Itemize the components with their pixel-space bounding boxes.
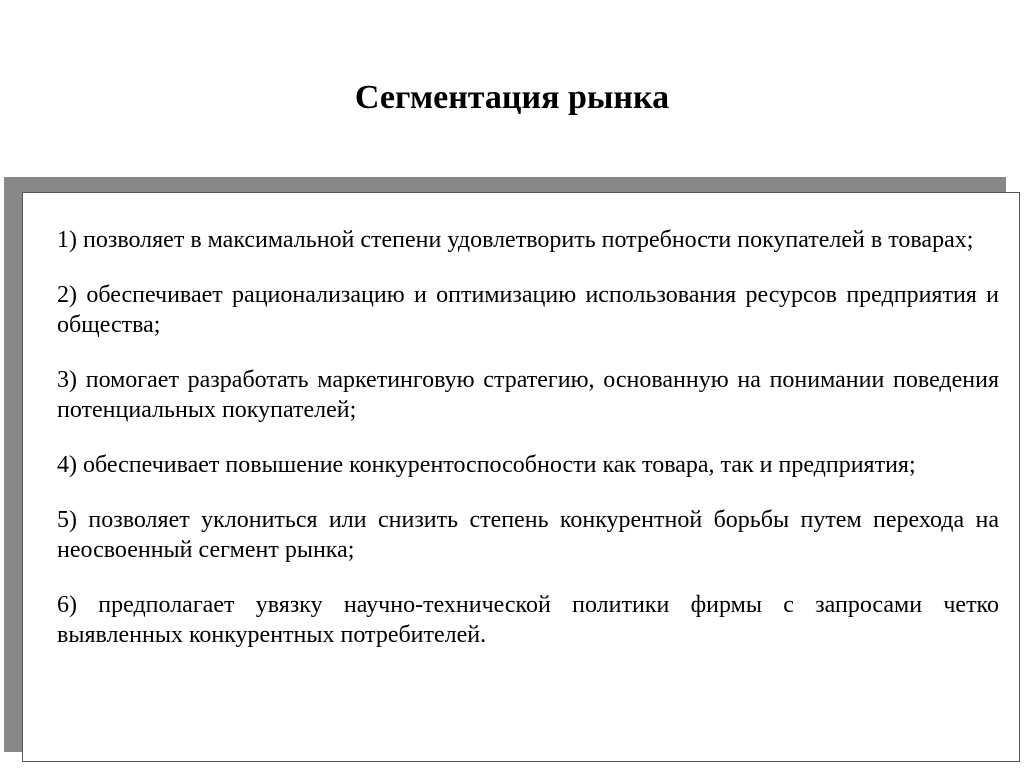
list-item: 1) позволяет в максимальной степени удовлетворить потребности покупателей в товарах; [57,227,974,253]
list-item: 6) предполагает увязку научно-технической политики фирмы с запросами четко выявленных конкурентных потребителей. [57,592,999,648]
list-item: 4) обеспечивает повышение конкурентоспособности как товара, так и предприятия; [57,452,916,478]
benefits-list [57,225,999,675]
content-box [22,192,1020,762]
list-item: 5) позволяет уклониться или снизить степень конкурентной борьбы путем перехода на неосвоенный сегмент рынка; [57,507,999,563]
list-item: 2) обеспечивает рационализацию и оптимизацию использования ресурсов предприятия и общества; [57,282,999,338]
list-item: 3) помогает разработать маркетинговую стратегию, основанную на понимании поведения потенциальных покупателей; [57,367,999,423]
slide-title: Сегментация рынка [354,79,670,116]
